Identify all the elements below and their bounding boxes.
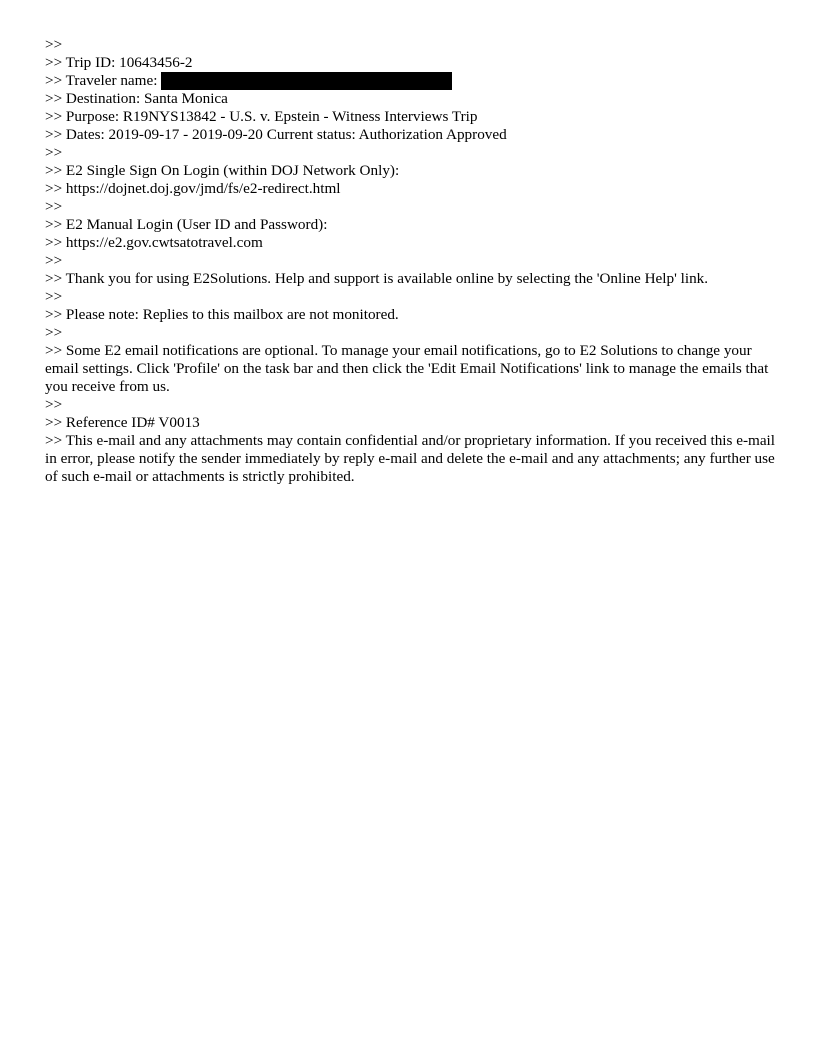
reference-id-line: >> Reference ID# V0013 <box>45 414 200 431</box>
destination-line: >> Destination: Santa Monica <box>45 90 228 107</box>
dates-status-line: >> Dates: 2019-09-17 - 2019-09-20 Current status: Authorization Approved <box>45 126 507 143</box>
email-document <box>45 36 779 486</box>
confidentiality-disclaimer: >> This e-mail and any attachments may contain confidential and/or proprietary information. If you received this e-mail in error, please notify the sender immediately by reply e-mail and delete the e-mail and any attachments; any further use of such e-mail or attachments is strictly prohibited. <box>45 432 779 485</box>
quote-separator: >> <box>45 36 63 53</box>
redaction-block <box>161 72 452 90</box>
notification-settings-text: >> Some E2 email notifications are optional. To manage your email notifications, go to E2 Solutions to change your email settings. Click 'Profile' on the task bar and then click the 'Edit Email Notifications' link to manage the emails that you receive from us. <box>45 342 773 395</box>
quote-separator: >> <box>45 396 63 413</box>
no-reply-note: >> Please note: Replies to this mailbox are not monitored. <box>45 306 399 323</box>
sso-login-heading: >> E2 Single Sign On Login (within DOJ Network Only): <box>45 162 400 179</box>
trip-id-line: >> Trip ID: 10643456-2 <box>45 54 193 71</box>
manual-login-url: >> https://e2.gov.cwtsatotravel.com <box>45 234 263 251</box>
traveler-name-line <box>45 72 775 90</box>
quote-separator: >> <box>45 288 63 305</box>
purpose-line: >> Purpose: R19NYS13842 - U.S. v. Epstein - Witness Interviews Trip <box>45 108 478 125</box>
quote-separator: >> <box>45 198 63 215</box>
quote-separator: >> <box>45 144 63 161</box>
quote-separator: >> <box>45 252 63 269</box>
quote-separator: >> <box>45 324 63 341</box>
help-support-text: >> Thank you for using E2Solutions. Help and support is available online by selecting the 'Online Help' link. <box>45 270 709 287</box>
traveler-name-label: >> Traveler name: <box>45 72 158 89</box>
manual-login-heading: >> E2 Manual Login (User ID and Password): <box>45 216 328 233</box>
sso-login-url: >> https://dojnet.doj.gov/jmd/fs/e2-redirect.html <box>45 180 341 197</box>
